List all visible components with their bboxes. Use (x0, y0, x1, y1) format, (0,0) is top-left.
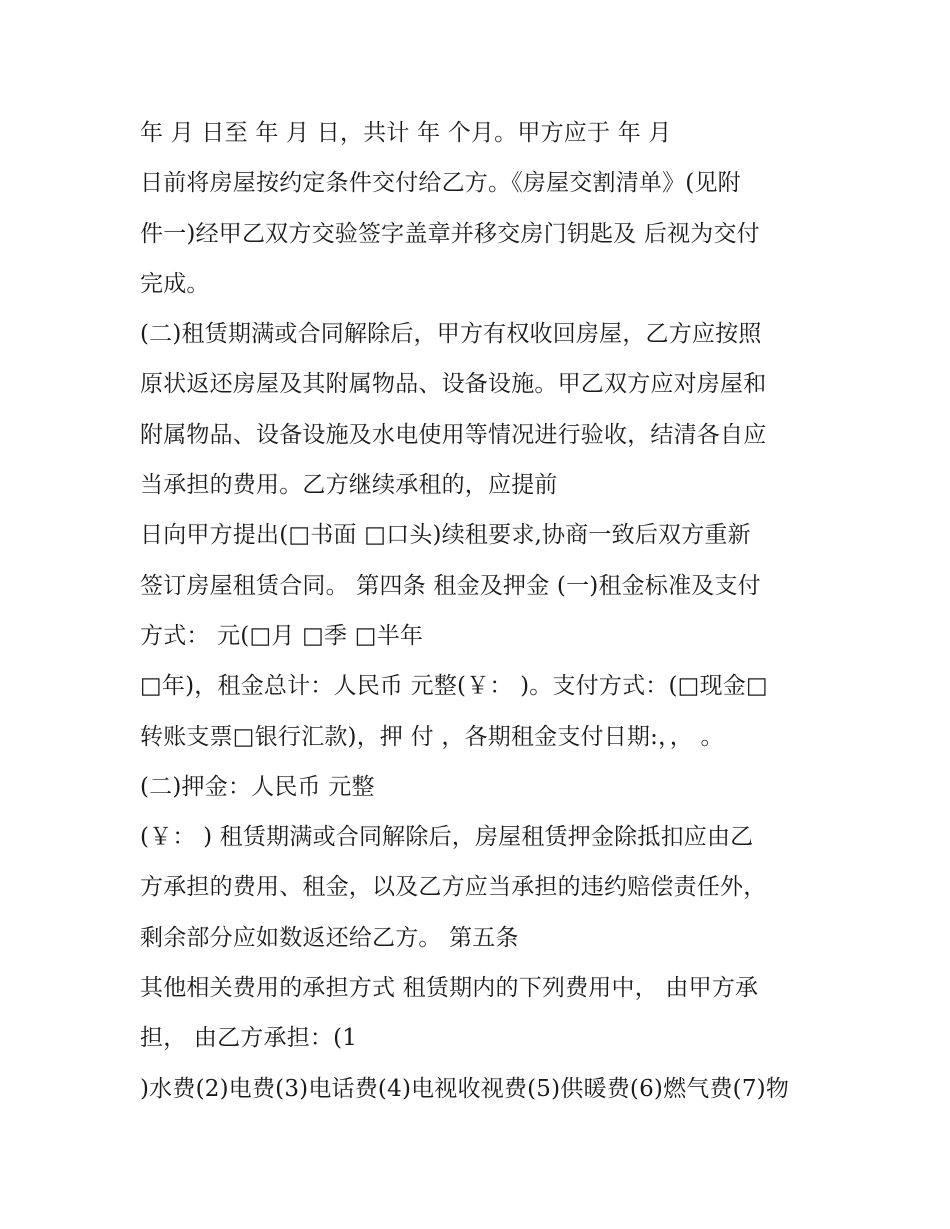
text-line: 剩余部分应如数返还给乙方。 第五条 (140, 924, 519, 951)
text-line: 方式： 元(□月 □季 □半年 (140, 622, 424, 649)
text-line: 转账支票□银行汇款)，押 付 ，各期租金支付日期:，， 。 (140, 723, 724, 750)
text-line: □年)，租金总计：人民币 元整(￥： )。支付方式：(□现金□ (140, 673, 768, 700)
text-line: )水费(2)电费(3)电话费(4)电视收视费(5)供暖费(6)燃气费(7)物 (140, 1075, 790, 1102)
document-body (140, 108, 830, 1114)
text-line: 签订房屋租赁合同。 第四条 租金及押金 (一)租金标准及支付 (140, 572, 761, 599)
text-line: (二)押金：人民币 元整 (140, 773, 375, 800)
text-line: 其他相关费用的承担方式 租赁期内的下列费用中， 由甲方承 (140, 975, 759, 1002)
text-line: 担， 由乙方承担：(1 (140, 1025, 358, 1052)
text-line: 当承担的费用。乙方继续承租的，应提前 (140, 472, 558, 499)
text-line: 方承担的费用、租金，以及乙方应当承担的违约赔偿责任外， (140, 874, 767, 901)
text-line: 日向甲方提出(□书面 □口头)续租要求,协商一致后双方重新 (140, 522, 751, 549)
text-line: 年 月 日至 年 月 日，共计 年 个月。甲方应于 年 月 (140, 120, 672, 146)
text-line: 附属物品、设备设施及水电使用等情况进行验收，结清各自应 (140, 421, 767, 448)
text-line: 完成。 (140, 270, 210, 297)
text-line: 日前将房屋按约定条件交付给乙方。《房屋交割清单》(见附 (140, 170, 741, 197)
text-line: 原状返还房屋及其附属物品、设备设施。甲乙双方应对房屋和 (140, 371, 767, 398)
text-line: (二)租赁期满或合同解除后，甲方有权收回房屋，乙方应按照 (140, 321, 762, 348)
text-line: 件一)经甲乙双方交验签字盖章并移交房门钥匙及 后视为交付 (140, 220, 760, 247)
text-line: (￥： ) 租赁期满或合同解除后，房屋租赁押金除抵扣应由乙 (140, 824, 754, 851)
